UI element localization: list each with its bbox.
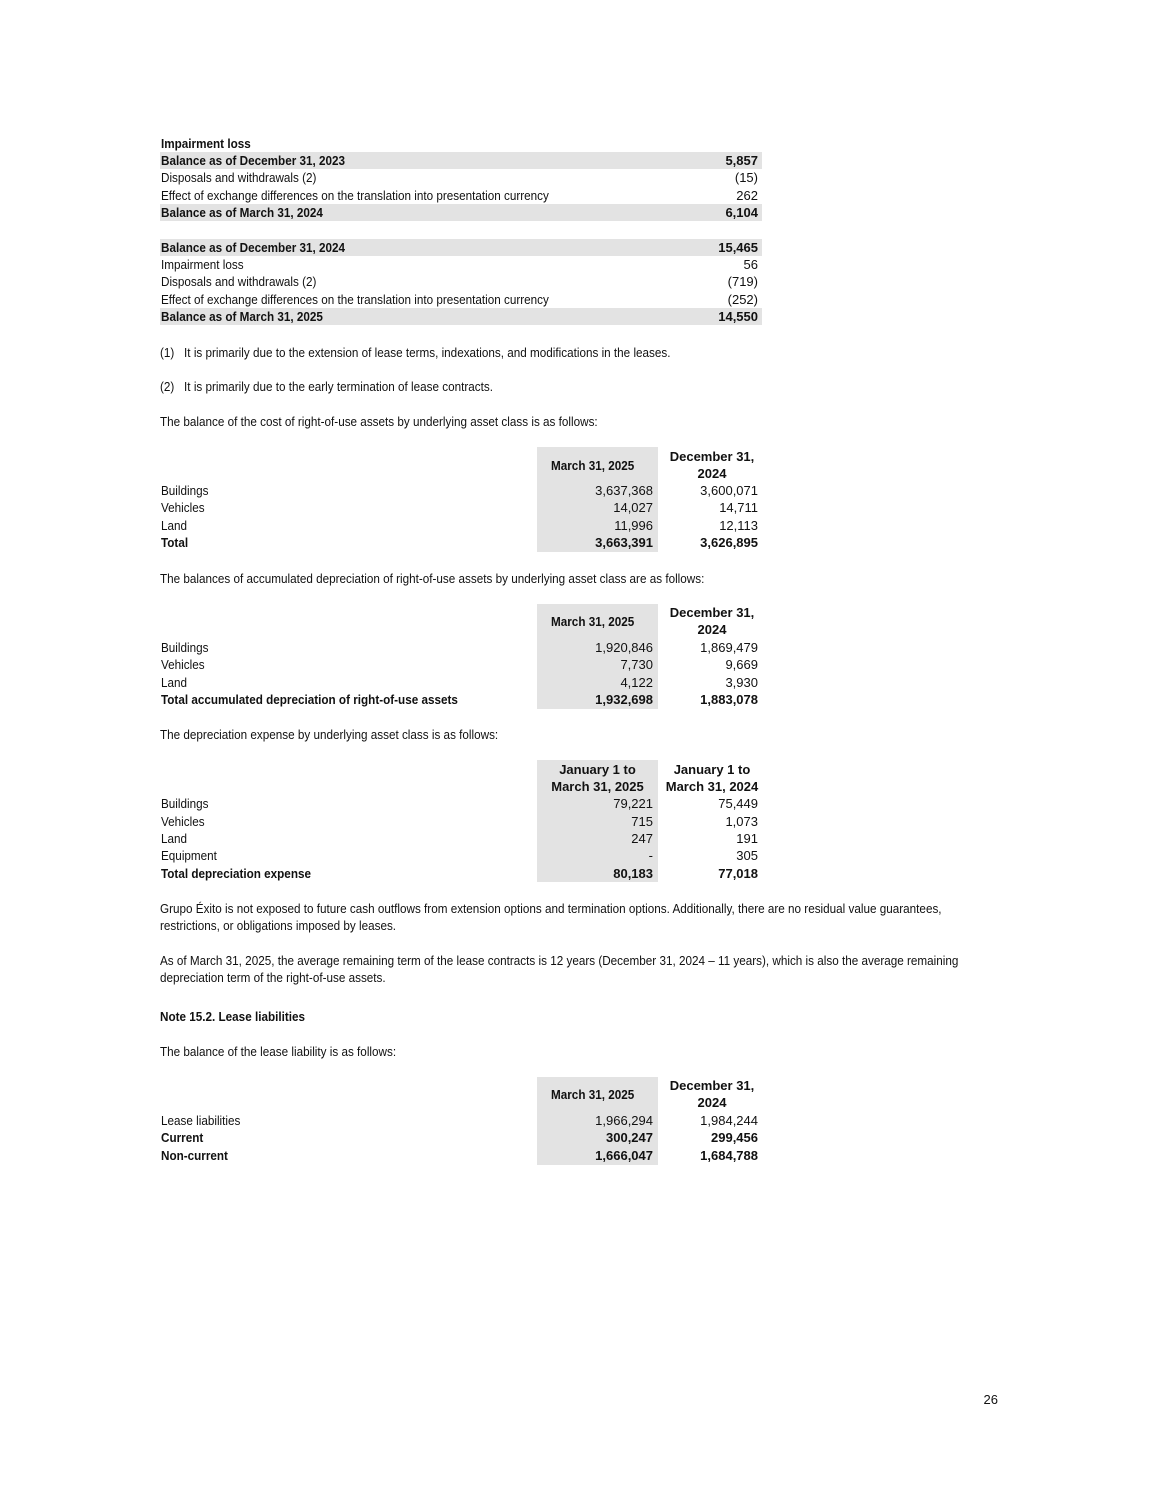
cost-row: Land 11,996 12,113 [161, 518, 758, 533]
liab-row: Current 300,247 299,456 [161, 1130, 758, 1145]
expense-row: Vehicles 715 1,073 [161, 814, 758, 829]
accum-row: Buildings 1,920,846 1,869,479 [161, 640, 758, 655]
expense-row: Equipment - 305 [161, 848, 758, 863]
cost-intro: The balance of the cost of right-of-use assets by underlying asset class is as follows: [160, 414, 598, 429]
accum-col1-header: March 31, 2025 [551, 614, 635, 629]
liab-intro: The balance of the lease liability is as follows: [160, 1044, 397, 1059]
lease-liabilities-heading: Note 15.2. Lease liabilities [160, 1009, 306, 1024]
footnote-2: (2) It is primarily due to the early termination of lease contracts. [160, 379, 493, 394]
expense-col2-header: January 1 to March 31, 2024 [665, 762, 759, 794]
impairment-row: Effect of exchange differences on the translation into presentation currency 262 [161, 188, 758, 203]
exposure-paragraph: Grupo Éxito is not exposed to future cash outflows from extension options and termination options. Additionally, there are no residual value guarantees, restrictions, or obligations imposed by leases. [160, 901, 942, 933]
impairment-row: Balance as of March 31, 2024 6,104 [160, 204, 762, 221]
liab-col2-header: December 31, 2024 [669, 1078, 755, 1110]
liab-row: Non-current 1,666,047 1,684,788 [161, 1148, 758, 1163]
expense-intro: The depreciation expense by underlying asset class is as follows: [160, 727, 499, 742]
liab-row: Lease liabilities 1,966,294 1,984,244 [161, 1113, 758, 1128]
impairment-row: Disposals and withdrawals (2) (719) [161, 274, 758, 289]
cost-row: Buildings 3,637,368 3,600,071 [161, 483, 758, 498]
expense-total-row: Total depreciation expense 80,183 77,018 [161, 866, 758, 881]
expense-row: Buildings 79,221 75,449 [161, 796, 758, 811]
cost-total-row: Total 3,663,391 3,626,895 [161, 535, 758, 550]
impairment-row: Effect of exchange differences on the translation into presentation currency (252) [161, 292, 758, 307]
accum-row: Land 4,122 3,930 [161, 675, 758, 690]
expense-row: Land 247 191 [161, 831, 758, 846]
accum-row: Vehicles 7,730 9,669 [161, 657, 758, 672]
impairment-row: Balance as of March 31, 2025 14,550 [160, 308, 762, 325]
accum-intro: The balances of accumulated depreciation of right-of-use assets by underlying asset class are as follows: [160, 571, 705, 586]
impairment-title: Impairment loss [161, 136, 251, 151]
cost-col1-header: March 31, 2025 [551, 458, 635, 473]
impairment-row: Balance as of December 31, 2024 15,465 [160, 239, 762, 256]
term-paragraph: As of March 31, 2025, the average remaining term of the lease contracts is 12 years (December 31, 2024 – 11 years), which is also the average remaining depreciation term of the right-of-use assets. [160, 953, 959, 985]
cost-row: Vehicles 14,027 14,711 [161, 500, 758, 515]
impairment-row: Impairment loss 56 [161, 257, 758, 272]
accum-total-row: Total accumulated depreciation of right-of-use assets 1,932,698 1,883,078 [161, 692, 758, 707]
cost-col2-header: December 31, 2024 [669, 449, 755, 481]
liab-col1-header: March 31, 2025 [551, 1087, 635, 1102]
impairment-row: Balance as of December 31, 2023 5,857 [160, 152, 762, 169]
footnote-1: (1) It is primarily due to the extension of lease terms, indexations, and modifications in the leases. [160, 345, 671, 360]
expense-col1-header: January 1 to March 31, 2025 [551, 762, 644, 794]
impairment-row: Disposals and withdrawals (2) (15) [161, 170, 758, 185]
page-number: 26 [983, 1392, 998, 1407]
accum-col2-header: December 31, 2024 [669, 605, 755, 637]
